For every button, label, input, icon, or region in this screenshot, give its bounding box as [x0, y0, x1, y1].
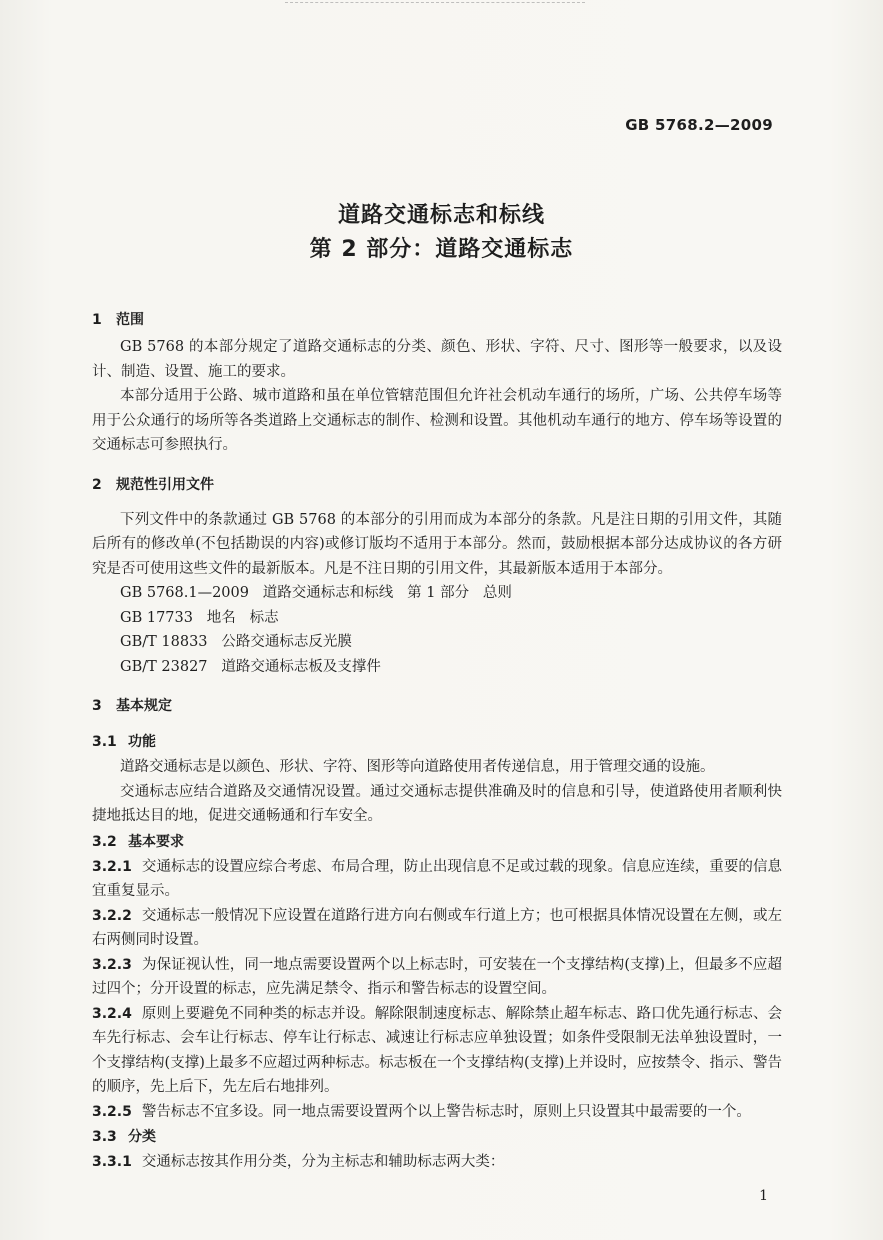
subsection-heading [92, 729, 782, 755]
subsection-number: 3.3 [92, 1129, 117, 1145]
clause-number: 3.2.2 [92, 907, 132, 924]
clause-text: 交通标志的设置应综合考虑、布局合理，防止出现信息不足或过载的现象。信息应连续，重要的信息宜重复显示。 [92, 858, 782, 899]
clause-text: 交通标志按其作用分类，分为主标志和辅助标志两大类： [141, 1154, 505, 1170]
section-heading [92, 305, 782, 335]
clause [92, 1100, 782, 1125]
scan-edge-marks [285, 2, 585, 11]
document-title: 道路交通标志和标线 [337, 203, 545, 228]
paragraph: 本部分适用于公路、城市道路和虽在单位管辖范围但允许社会机动车通行的场所，广场、公共停车场等用于公众通行的场所等各类道路上交通标志的制作、检测和设置。其他机动车通行的地方、停车场等设置的交通标志可参照执行。 [92, 388, 782, 453]
clause [92, 953, 782, 1002]
section-number: 1 [92, 312, 102, 328]
clause-text: 警告标志不宜多设。同一地点需要设置两个以上警告标志时，原则上只设置其中最需要的一个。 [141, 1103, 751, 1120]
clause-number: 3.2.4 [92, 1005, 132, 1022]
reference-item: GB/T 18833 公路交通标志反光膜 [120, 634, 352, 650]
document-body [92, 305, 782, 1175]
section-number: 2 [92, 476, 102, 493]
subsection-heading [92, 829, 782, 855]
page-number: 1 [759, 1188, 768, 1204]
clause-number: 3.2.5 [92, 1103, 132, 1120]
reference-item: GB/T 23827 道路交通标志板及支撑件 [120, 658, 381, 675]
standard-number: GB 5768.2—2009 [625, 116, 773, 134]
subsection-heading [92, 1124, 782, 1150]
subsection-title: 基本要求 [128, 833, 184, 850]
paragraph: 交通标志应结合道路及交通情况设置。通过交通标志提供准确及时的信息和引导，使道路使用者顺利快捷地抵达目的地，促进交通畅通和行车安全。 [92, 783, 782, 824]
section-heading [92, 470, 782, 500]
clause [92, 1150, 782, 1175]
clause [92, 855, 782, 904]
reference-item: GB 17733 地名 标志 [120, 609, 279, 626]
clause-text: 为保证视认性，同一地点需要设置两个以上标志时，可安装在一个支撑结构(支撑)上，但最多不应超过四个；分开设置的标志，应先满足禁令、指示和警告标志的设置空间。 [92, 956, 782, 997]
reference-item: GB 5768.1—2009 道路交通标志和标线 第 1 部分 总则 [120, 585, 512, 601]
document-subtitle: 第 2 部分：道路交通标志 [309, 237, 574, 262]
paragraph: 下列文件中的条款通过 GB 5768 的本部分的引用而成为本部分的条款。凡是注日期的引用文件，其随后所有的修改单(不包括勘误的内容)或修订版均不适用于本部分。然而，鼓励根据本部分达成协议的各方研究是否可使用这些文件的最新版本。凡是不注日期的引用文件，其最新版本适用于本部分。 [92, 511, 782, 577]
clause-text: 原则上要避免不同种类的标志并设。解除限制速度标志、解除禁止超车标志、路口优先通行标志、会车先行标志、会车让行标志、停车让行标志、减速让行标志应单独设置；如条件受限制无法单独设置时，一个支撑结构(支撑)上最多不应超过两种标志。标志板在一个支撑结构(支撑)上并设时，应按禁令、指示、警告的顺序，先上后下，先左后右地排列。 [92, 1005, 782, 1095]
clause-text: 交通标志一般情况下应设置在道路行进方向右侧或车行道上方；也可根据具体情况设置在左侧，或左右两侧同时设置。 [92, 907, 782, 948]
paragraph: 道路交通标志是以颜色、形状、字符、图形等向道路使用者传递信息，用于管理交通的设施。 [120, 759, 715, 775]
clause [92, 904, 782, 953]
clause-number: 3.2.1 [92, 858, 132, 875]
clause-number: 3.2.3 [92, 956, 132, 973]
paragraph: GB 5768 的本部分规定了道路交通标志的分类、颜色、形状、字符、尺寸、图形等一般要求，以及设计、制造、设置、施工的要求。 [92, 339, 782, 380]
clause-number: 3.3.1 [92, 1154, 132, 1170]
section-heading [92, 691, 782, 721]
section-title: 基本规定 [116, 698, 172, 714]
section-title: 规范性引用文件 [116, 476, 214, 493]
subsection-number: 3.2 [92, 833, 117, 850]
subsection-number: 3.1 [92, 734, 117, 750]
section-number: 3 [92, 698, 102, 714]
clause [92, 1002, 782, 1100]
subsection-title: 分类 [128, 1129, 156, 1145]
subsection-title: 功能 [128, 734, 156, 750]
section-title: 范围 [116, 312, 144, 328]
